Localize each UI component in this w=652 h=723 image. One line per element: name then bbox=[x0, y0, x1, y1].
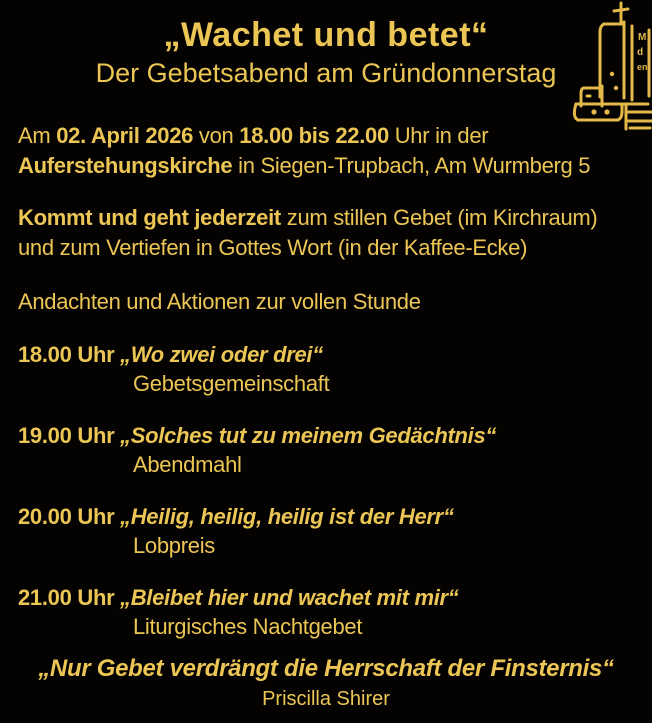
schedule-entry-right bbox=[120, 421, 496, 479]
schedule-entry-right bbox=[120, 583, 459, 641]
hourly-note: Andachten und Aktionen zur vollen Stunde bbox=[18, 289, 421, 314]
schedule-entry-21 bbox=[18, 583, 652, 641]
schedule-time: 20.00 Uhr bbox=[18, 504, 115, 529]
schedule-entry-20 bbox=[18, 502, 652, 560]
schedule-entry-right bbox=[120, 502, 454, 560]
church-name: Auferstehungskirche bbox=[18, 153, 233, 178]
event-time-range: 18.00 bis 22.00 bbox=[239, 123, 389, 148]
invitation-text bbox=[18, 203, 652, 263]
svg-text:M: M bbox=[638, 32, 647, 43]
schedule-time: 19.00 Uhr bbox=[18, 423, 115, 448]
svg-text:en: en bbox=[637, 62, 648, 72]
event-location-line bbox=[18, 151, 652, 181]
schedule-quote: „Heilig, heilig, heilig ist der Herr“ bbox=[120, 504, 454, 529]
schedule-entry-18 bbox=[18, 340, 652, 398]
schedule-quote: „Solches tut zu meinem Gedächtnis“ bbox=[120, 423, 497, 448]
schedule-entry-19 bbox=[18, 421, 652, 479]
intro-mid1: von bbox=[193, 123, 240, 148]
schedule-activity: Liturgisches Nachtgebet bbox=[133, 614, 363, 639]
poster-subtitle: Der Gebetsabend am Gründonnerstag bbox=[95, 58, 557, 88]
invitation-line-2: und zum Vertiefen in Gottes Wort (in der Kaffee-Ecke) bbox=[18, 235, 528, 260]
event-date: 02. April 2026 bbox=[56, 123, 194, 148]
footer-attribution: Priscilla Shirer bbox=[262, 688, 390, 710]
intro-prefix: Am bbox=[18, 123, 57, 148]
schedule-time: 18.00 Uhr bbox=[18, 342, 115, 367]
schedule-activity: Gebetsgemeinschaft bbox=[133, 371, 330, 396]
schedule-quote: „Wo zwei oder drei“ bbox=[120, 342, 323, 367]
footer bbox=[0, 655, 652, 711]
footer-quote: „Nur Gebet verdrängt die Herrschaft der Finsternis“ bbox=[38, 655, 614, 682]
event-details bbox=[18, 121, 652, 181]
event-address: in Siegen-Trupbach, Am Wurmberg 5 bbox=[232, 153, 591, 178]
schedule-quote: „Bleibet hier und wachet mit mir“ bbox=[120, 585, 459, 610]
intro-mid2: Uhr in der bbox=[388, 123, 489, 148]
svg-text:d: d bbox=[637, 47, 644, 58]
event-date-line bbox=[18, 121, 652, 151]
poster-title: „Wachet und betet“ bbox=[163, 16, 489, 54]
invitation-bold: Kommt und geht jederzeit bbox=[18, 205, 281, 230]
schedule-time: 21.00 Uhr bbox=[18, 585, 115, 610]
invitation-line-1 bbox=[18, 203, 652, 233]
schedule-entry-right bbox=[120, 340, 329, 398]
invitation-rest: zum stillen Gebet (im Kirchraum) bbox=[280, 205, 598, 230]
schedule-activity: Lobpreis bbox=[133, 533, 215, 558]
schedule-activity: Abendmahl bbox=[133, 452, 242, 477]
schedule bbox=[18, 340, 652, 641]
church-drawing-icon bbox=[560, 0, 652, 140]
